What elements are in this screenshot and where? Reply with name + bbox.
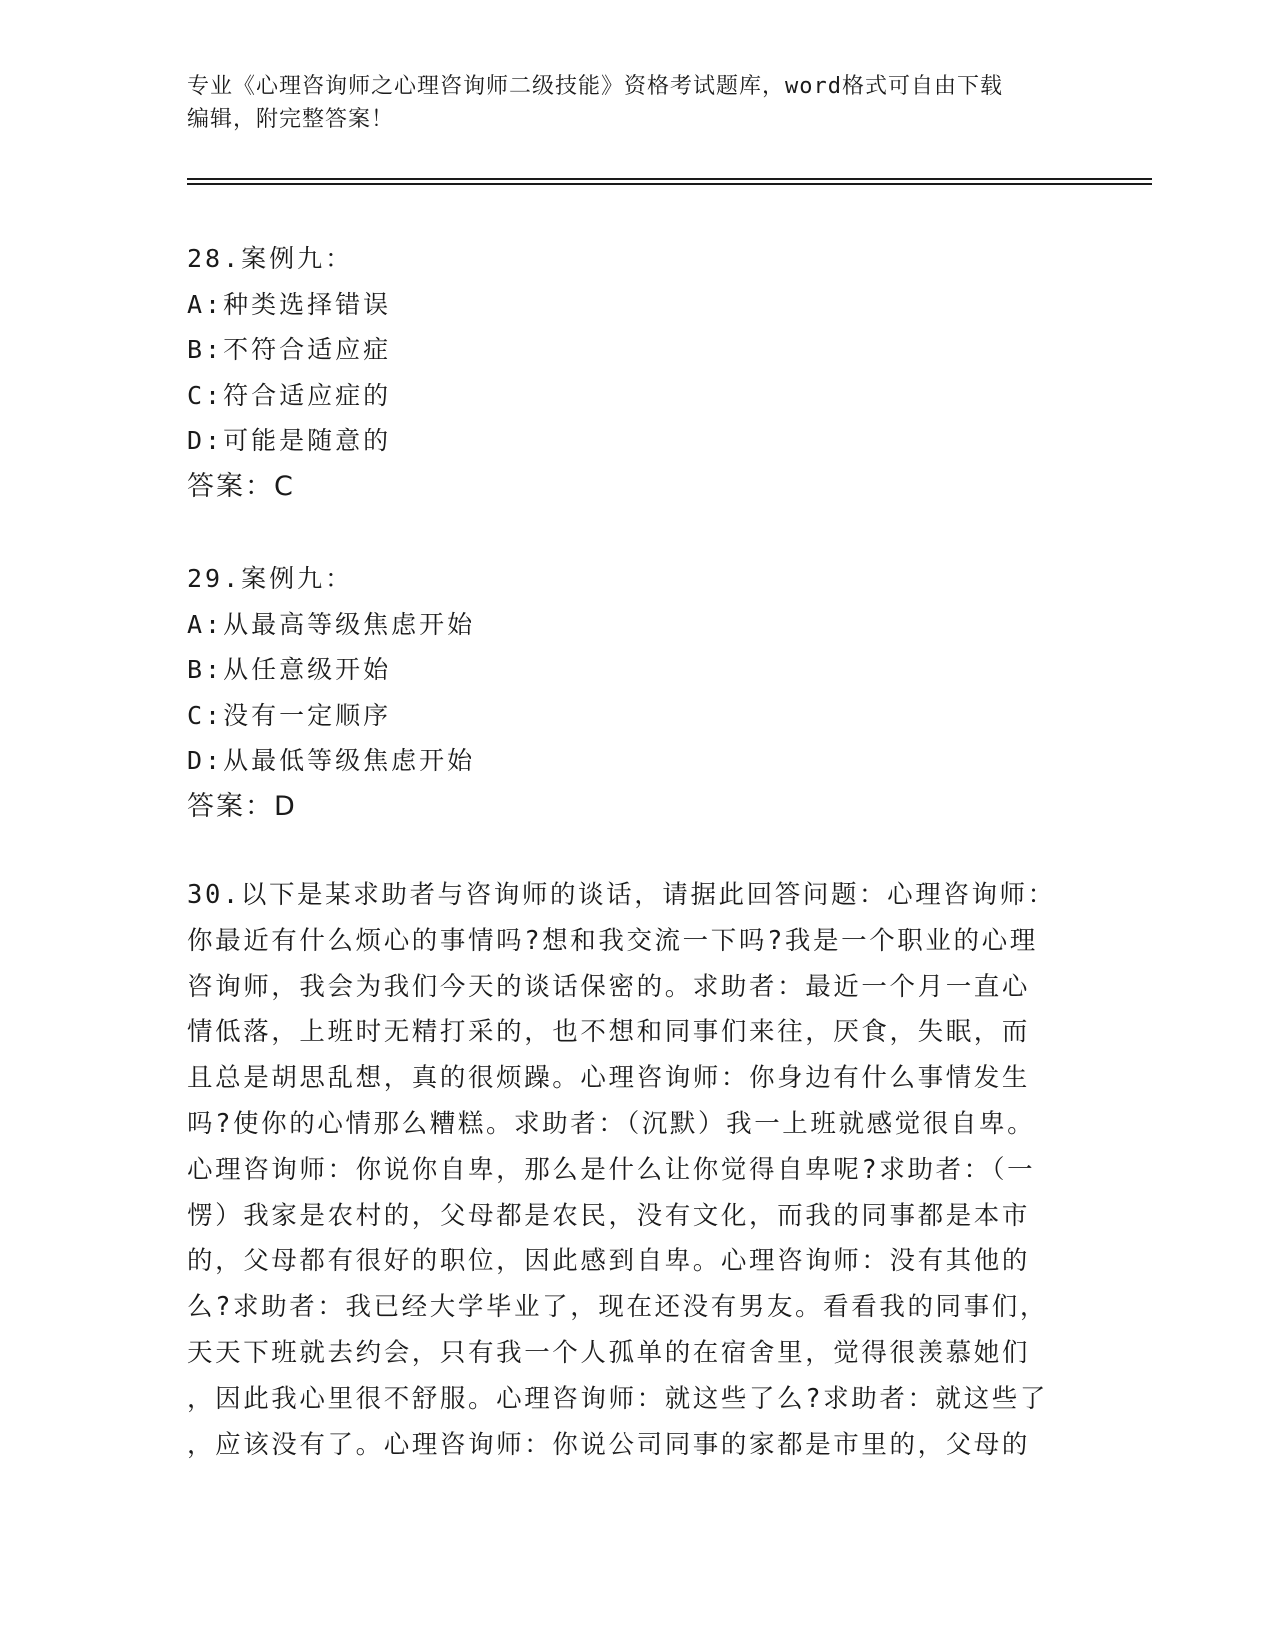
paragraph-line: 天天下班就去约会，只有我一个人孤单的在宿舍里，觉得很羡慕她们 <box>187 1337 1031 1368</box>
paragraph-line: 愣）我家是农村的，父母都是农民，没有文化，而我的同事都是本市 <box>187 1200 1031 1231</box>
header-divider <box>187 178 1152 180</box>
document-header <box>187 70 1087 136</box>
option-b: B:不符合适应症 <box>187 335 392 365</box>
header-divider <box>187 183 1152 185</box>
answer-line: 答案：D <box>187 790 297 822</box>
paragraph-line: 的，父母都有很好的职位，因此感到自卑。心理咨询师：没有其他的 <box>187 1246 1031 1277</box>
paragraph-line: ，应该没有了。心理咨询师：你说公司同事的家都是市里的，父母的 <box>187 1429 1031 1460</box>
option-d: D:从最低等级焦虑开始 <box>187 746 476 776</box>
option-c: C:符合适应症的 <box>187 380 392 410</box>
header-line: 编辑，附完整答案！ <box>187 107 395 132</box>
paragraph-line: 么?求助者：我已经大学毕业了，现在还没有男友。看看我的同事们， <box>187 1292 1048 1323</box>
paragraph-line: 吗?使你的心情那么糟糕。求助者：（沉默）我一上班就感觉很自卑。 <box>187 1108 1036 1139</box>
header-line: 专业《心理咨询师之心理咨询师二级技能》资格考试题库，word格式可自由下载 <box>187 74 1003 99</box>
option-d: D:可能是随意的 <box>187 426 392 456</box>
paragraph-line: 情低落，上班时无精打采的，也不想和同事们来往，厌食，失眠，而 <box>187 1017 1031 1048</box>
option-a: A:种类选择错误 <box>187 289 392 319</box>
paragraph-line: 心理咨询师：你说你自卑，那么是什么让你觉得自卑呢?求助者：（一 <box>187 1154 1036 1185</box>
question-28 <box>187 236 1087 509</box>
paragraph-line: 且总是胡思乱想，真的很烦躁。心理咨询师：你身边有什么事情发生 <box>187 1063 1031 1094</box>
question-stem: 28.案例九： <box>187 244 354 273</box>
question-29 <box>187 556 1087 829</box>
paragraph-line: 30.以下是某求助者与咨询师的谈话，请据此回答问题：心理咨询师： <box>187 880 1056 910</box>
question-30 <box>187 873 1087 1468</box>
paragraph-line: 你最近有什么烦心的事情吗?想和我交流一下吗?我是一个职业的心理 <box>187 925 1038 956</box>
paragraph-line: ，因此我心里很不舒服。心理咨询师：就这些了么?求助者：就这些了 <box>187 1383 1048 1414</box>
paragraph-line: 咨询师，我会为我们今天的谈话保密的。求助者：最近一个月一直心 <box>187 971 1031 1002</box>
question-stem: 29.案例九： <box>187 564 354 593</box>
option-a: A:从最高等级焦虑开始 <box>187 609 476 639</box>
option-c: C:没有一定顺序 <box>187 700 392 730</box>
answer-line: 答案：C <box>187 470 295 502</box>
option-b: B:从任意级开始 <box>187 655 392 685</box>
